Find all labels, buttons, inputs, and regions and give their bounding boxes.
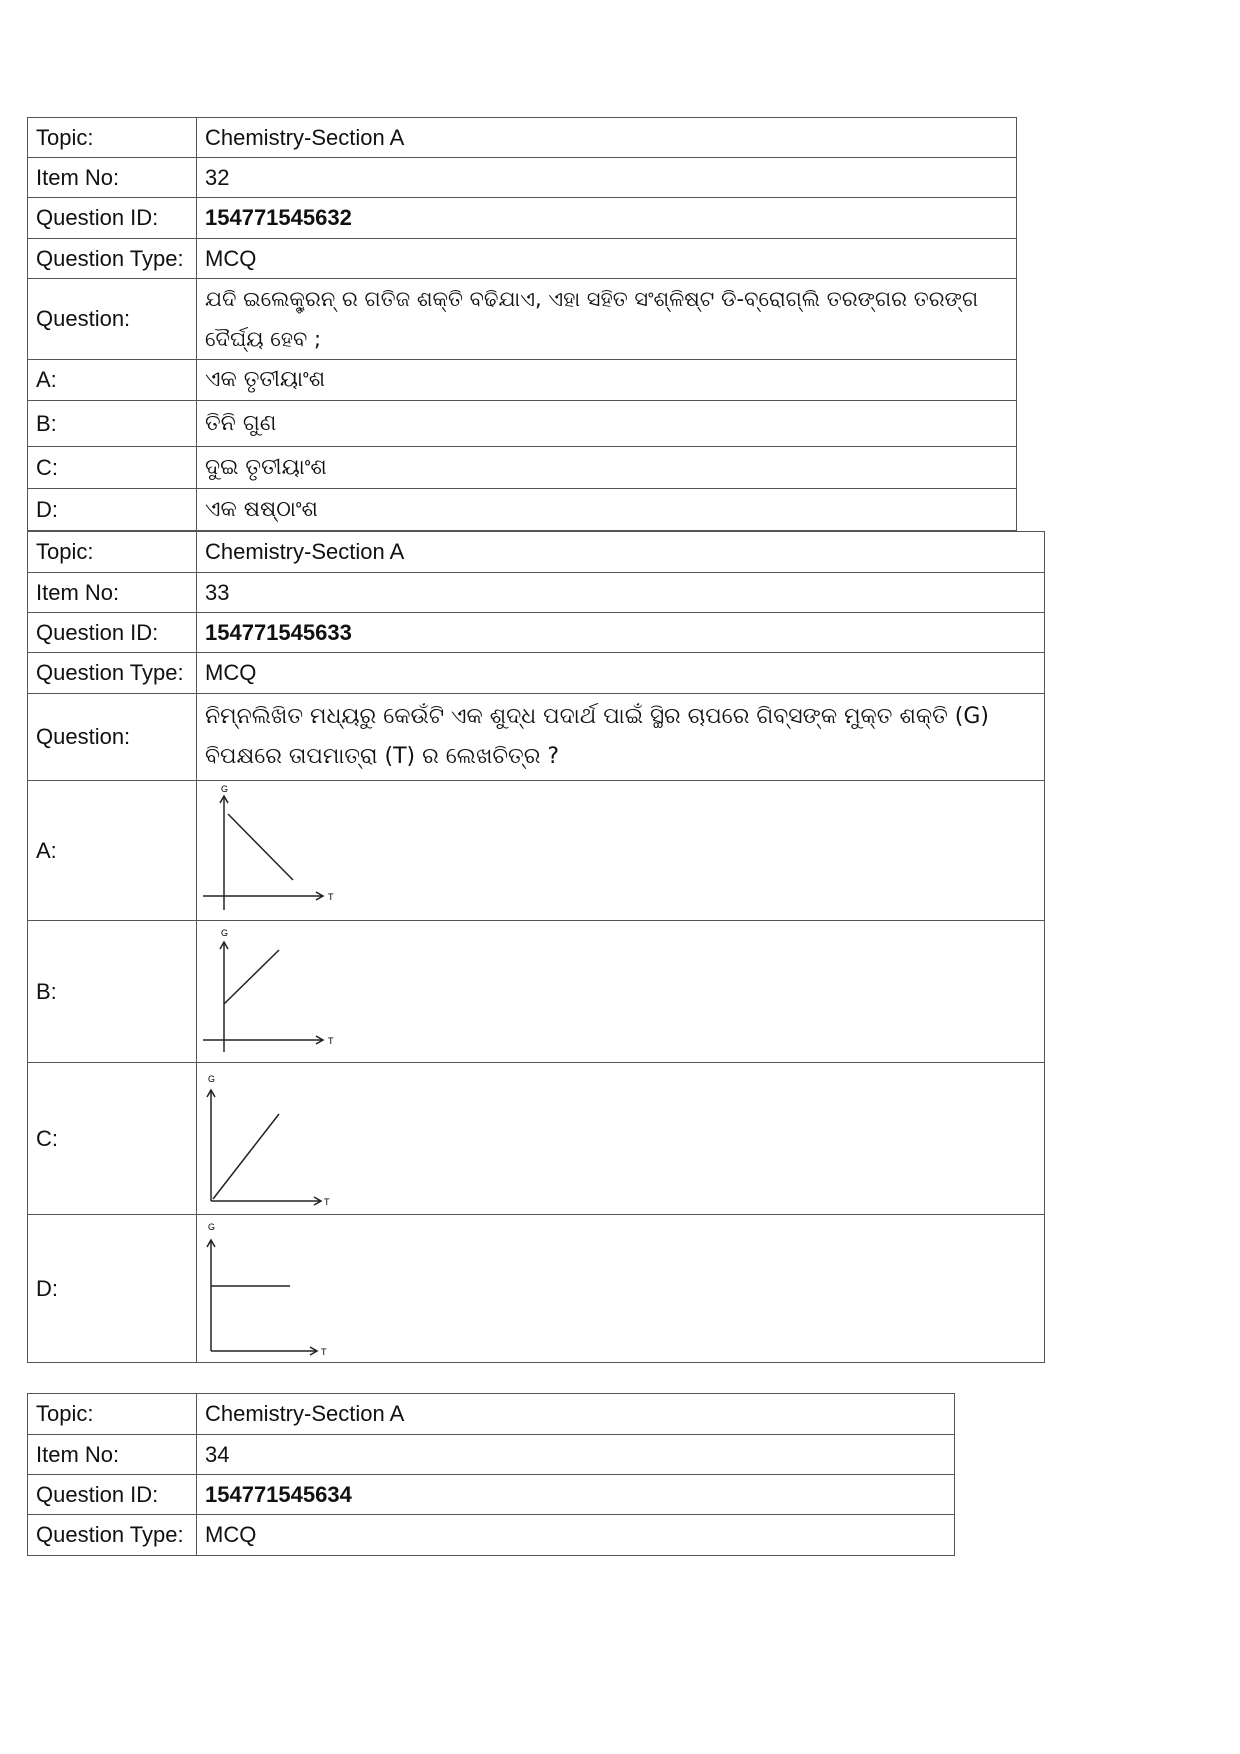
- option-a-row: [28, 360, 1017, 401]
- topic-value: Chemistry-Section A: [197, 1394, 955, 1435]
- question-id-value: 154771545632: [197, 198, 1017, 239]
- x-axis-label: T: [328, 891, 334, 902]
- question-text: ଯଦି ଇଲେକ୍ଟ୍ରନ୍ ର ଗତିଜ ଶକ୍ତି ବଢିଯାଏ, ଏହା ସହିତ ସଂଶ୍ଳିଷ୍ଟ ଡି-ବ୍ରୋଗ୍ଲି ତରଙ୍ଗର ତରଙ୍ଗ ଦୈର୍ଘ୍ୟ ହେବ ;: [197, 279, 1017, 360]
- option-d-graph: [197, 1216, 347, 1362]
- item-no-value: 32: [197, 158, 1017, 198]
- question-label: Question:: [28, 279, 197, 360]
- option-b-graph: [197, 922, 347, 1062]
- graph-line: [228, 814, 293, 880]
- topic-label: Topic:: [28, 118, 197, 158]
- option-c-graph: [197, 1064, 347, 1214]
- option-b-text: ତିନି ଗୁଣ: [197, 401, 1017, 447]
- topic-row: [28, 118, 1017, 158]
- topic-label: Topic:: [28, 1394, 197, 1435]
- option-a-row: [28, 781, 1045, 921]
- y-axis-label: G: [208, 1221, 216, 1232]
- question-id-label: Question ID:: [28, 613, 197, 653]
- option-b-row: [28, 921, 1045, 1063]
- graph-line: [224, 950, 279, 1004]
- question-id-value: 154771545633: [197, 613, 1045, 653]
- question-type-row: [28, 239, 1017, 279]
- option-c-row: [28, 447, 1017, 489]
- item-no-label: Item No:: [28, 1435, 197, 1475]
- question-id-row: [28, 1475, 955, 1515]
- x-axis-label: T: [324, 1196, 330, 1207]
- question-type-row: [28, 1515, 955, 1556]
- item-no-value: 33: [197, 573, 1045, 613]
- question-type-label: Question Type:: [28, 653, 197, 694]
- y-axis-label: G: [221, 927, 229, 938]
- option-c-text: ଦୁଇ ତୃତୀୟାଂଶ: [197, 447, 1017, 489]
- y-axis-label: G: [221, 783, 229, 794]
- option-d-label: D:: [28, 489, 197, 531]
- option-b-label: B:: [28, 401, 197, 447]
- question-type-value: MCQ: [197, 1515, 955, 1556]
- x-axis-label: T: [328, 1035, 334, 1046]
- question-label: Question:: [28, 694, 197, 781]
- option-d-graph-cell: [197, 1215, 1045, 1363]
- item-no-value: 34: [197, 1435, 955, 1475]
- question-row: [28, 694, 1045, 781]
- option-a-text: ଏକ ତୃତୀୟାଂଶ: [197, 360, 1017, 401]
- item-no-row: [28, 573, 1045, 613]
- question-text: ନିମ୍ନଲିଖିତ ମଧ୍ୟରୁ କେଉଁଟି ଏକ ଶୁଦ୍ଧ ପଦାର୍ଥ ପାଇଁ ସ୍ଥିର ଚାପରେ ଗିବ୍ସଙ୍କ ମୁକ୍ତ ଶକ୍ତି (G) ବିପକ୍ଷରେ ତାପମାତ୍ରା (T) ର ଲେଖଚିତ୍ର ?: [197, 694, 1045, 781]
- item-no-row: [28, 158, 1017, 198]
- topic-row: [28, 1394, 955, 1435]
- option-d-row: [28, 489, 1017, 531]
- option-d-text: ଏକ ଷଷ୍ଠାଂଶ: [197, 489, 1017, 531]
- x-axis-label: T: [321, 1346, 327, 1357]
- option-b-graph-cell: [197, 921, 1045, 1063]
- topic-value: Chemistry-Section A: [197, 118, 1017, 158]
- question-table-34: [27, 1393, 955, 1556]
- question-id-label: Question ID:: [28, 198, 197, 239]
- option-a-graph: [197, 782, 347, 920]
- option-d-label: D:: [28, 1215, 197, 1363]
- option-d-row: [28, 1215, 1045, 1363]
- question-table-32: [27, 117, 1017, 531]
- topic-value: Chemistry-Section A: [197, 532, 1045, 573]
- option-a-label: A:: [28, 360, 197, 401]
- option-a-label: A:: [28, 781, 197, 921]
- option-b-row: [28, 401, 1017, 447]
- item-no-row: [28, 1435, 955, 1475]
- option-c-label: C:: [28, 1063, 197, 1215]
- option-c-row: [28, 1063, 1045, 1215]
- item-no-label: Item No:: [28, 573, 197, 613]
- y-axis-label: G: [208, 1073, 216, 1084]
- question-row: [28, 279, 1017, 360]
- topic-row: [28, 532, 1045, 573]
- item-no-label: Item No:: [28, 158, 197, 198]
- question-id-label: Question ID:: [28, 1475, 197, 1515]
- topic-label: Topic:: [28, 532, 197, 573]
- question-type-label: Question Type:: [28, 239, 197, 279]
- option-b-label: B:: [28, 921, 197, 1063]
- question-id-row: [28, 198, 1017, 239]
- question-type-value: MCQ: [197, 239, 1017, 279]
- question-table-33: [27, 531, 1045, 1363]
- question-type-row: [28, 653, 1045, 694]
- option-c-label: C:: [28, 447, 197, 489]
- question-type-value: MCQ: [197, 653, 1045, 694]
- question-id-value: 154771545634: [197, 1475, 955, 1515]
- question-id-row: [28, 613, 1045, 653]
- graph-line: [213, 1114, 279, 1199]
- question-type-label: Question Type:: [28, 1515, 197, 1556]
- option-a-graph-cell: [197, 781, 1045, 921]
- option-c-graph-cell: [197, 1063, 1045, 1215]
